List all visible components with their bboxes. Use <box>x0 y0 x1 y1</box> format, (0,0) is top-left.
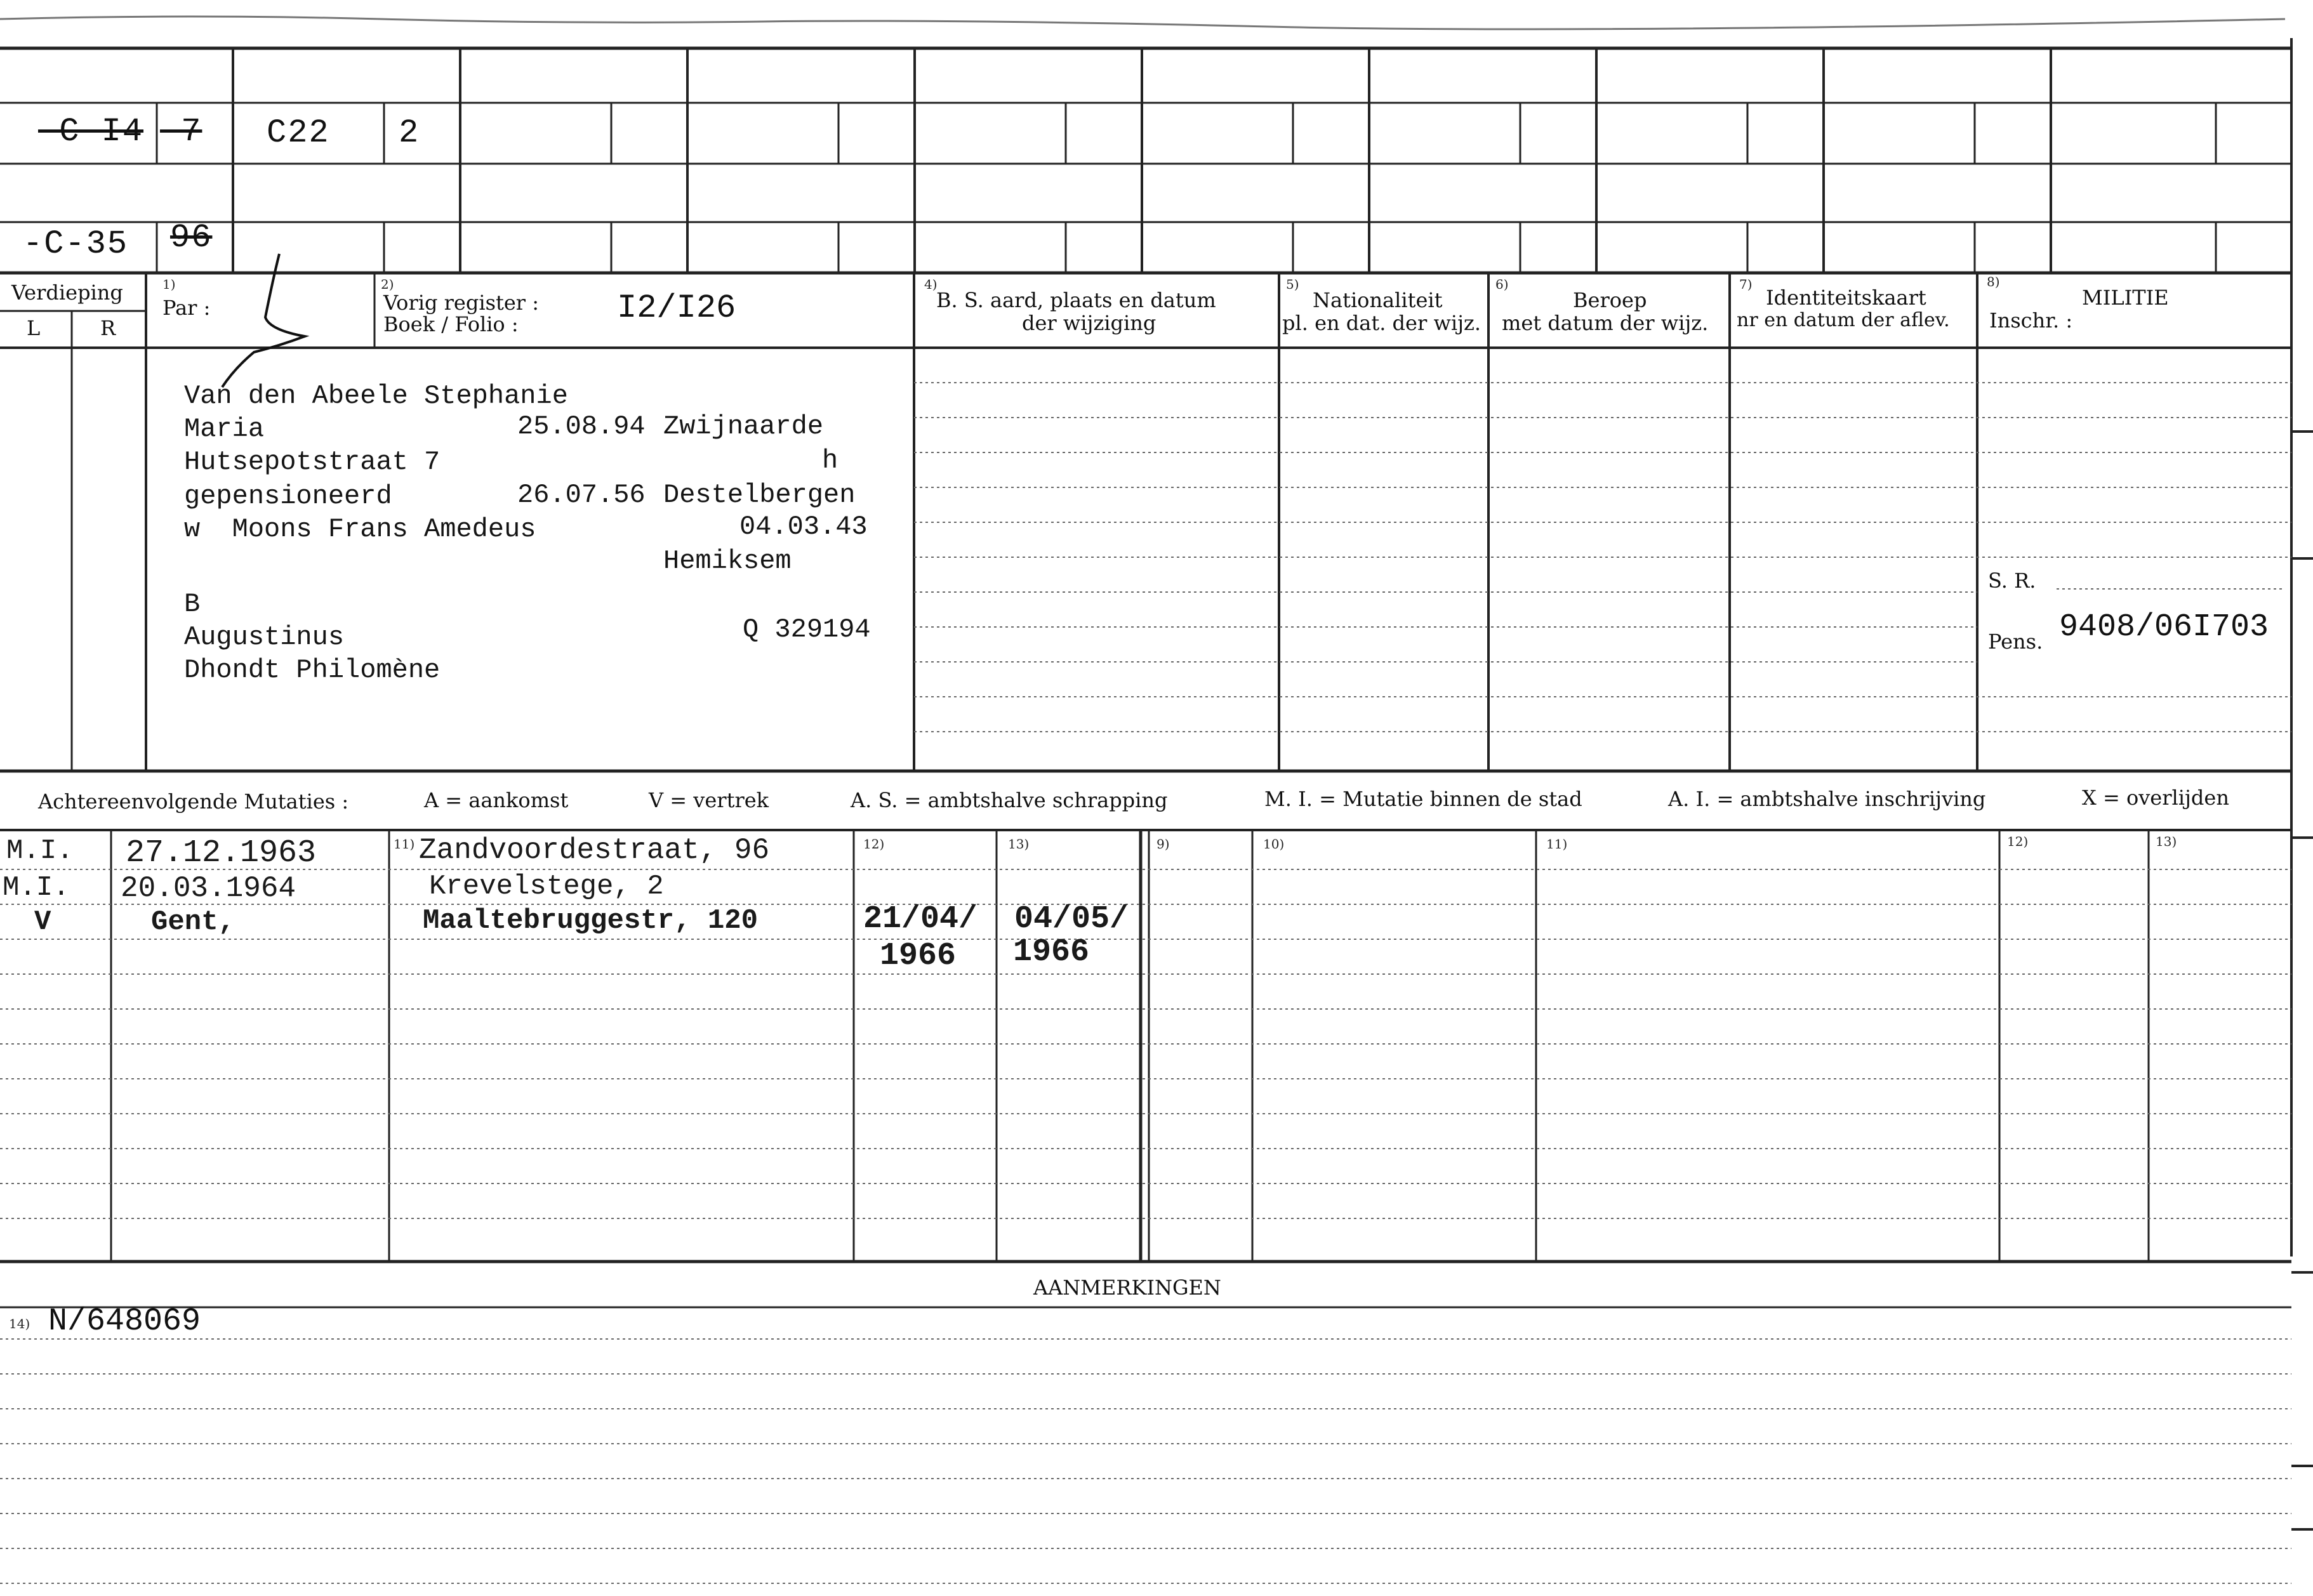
mut3-type: V <box>34 906 51 938</box>
legend-title: Achtereenvolgende Mutaties : <box>38 789 349 814</box>
nat-heading-2: pl. en dat. der wijz. <box>1282 311 1481 335</box>
vorig-number: 2) <box>381 277 394 292</box>
person-spouse: w Moons Frans Amedeus <box>184 514 536 544</box>
top-grid-r1c4: 2 <box>399 114 420 152</box>
top-grid-r1c3: C22 <box>267 114 330 152</box>
mut-col-13: 13) <box>1008 836 1030 852</box>
mut-col-9: 9) <box>1156 836 1170 852</box>
mut4-date12: 1966 <box>880 938 957 974</box>
boek-folio-label: Boek / Folio : <box>383 312 519 336</box>
mut-col-13b: 13) <box>2156 834 2177 849</box>
person-street: Hutsepotstraat 7 <box>184 447 441 477</box>
remarks-title: AANMERKINGEN <box>1033 1276 1221 1300</box>
verdieping-r-label: R <box>100 316 116 340</box>
person-spouse-place: Hemiksem <box>663 546 792 576</box>
mut3-date13: 04/05/ <box>1014 901 1129 937</box>
pens-label: Pens. <box>1988 630 2043 654</box>
mut4-date13: 1966 <box>1013 934 1090 970</box>
mut3-date: Gent, <box>151 906 235 938</box>
mut2-type: M.I. <box>3 872 70 904</box>
beroep-heading-2: met datum der wijz. <box>1502 311 1709 335</box>
person-line8-left: Augustinus <box>184 622 345 652</box>
remarks-number: 14) <box>9 1316 30 1331</box>
remarks-value: N/648069 <box>48 1303 201 1340</box>
top-grid-r1c1: -C-I4 <box>38 113 144 150</box>
verdieping-l-label: L <box>27 316 41 340</box>
mut-col-12b: 12) <box>2007 834 2029 849</box>
person-line4-date: 26.07.56 <box>517 480 646 510</box>
person-line7: B <box>184 589 201 619</box>
mut2-address: Krevelstege, 2 <box>429 871 664 902</box>
id-heading-1: Identiteitskaart <box>1766 286 1926 310</box>
person-birth-date: 25.08.94 <box>517 411 646 442</box>
verdieping-label: Verdieping <box>11 280 123 305</box>
legend-a: A = aankomst <box>424 788 569 812</box>
person-spouse-date: 04.03.43 <box>739 511 868 542</box>
mut-col-11: 11) <box>394 836 415 852</box>
person-line9: Dhondt Philomène <box>184 655 441 685</box>
beroep-number: 6) <box>1495 277 1509 292</box>
mut-col-10: 10) <box>1263 836 1285 852</box>
person-line3-right: h <box>822 445 838 476</box>
mut1-type: M.I. <box>6 835 74 867</box>
mut-col-12: 12) <box>863 836 885 852</box>
militie-number: 8) <box>1987 274 2000 289</box>
mut3-address: Maaltebruggestr, 120 <box>423 905 759 937</box>
mut2-date: 20.03.1964 <box>121 872 296 905</box>
mut3-date12: 21/04/ <box>863 901 978 937</box>
par-number: 1) <box>162 277 176 292</box>
inschr-label: Inschr. : <box>1989 308 2073 333</box>
nat-number: 5) <box>1286 277 1299 292</box>
legend-as: A. S. = ambtshalve schrapping <box>851 788 1168 812</box>
person-birth-place: Zwijnaarde <box>663 411 824 442</box>
id-number: 7) <box>1739 277 1753 292</box>
top-grid-r2c1: -C-35 <box>23 225 129 263</box>
person-occupation: gepensioneerd <box>184 481 392 511</box>
top-grid-r2c2: 96 <box>170 219 213 256</box>
mut-col-11b: 11) <box>1546 836 1568 852</box>
person-line2-left: Maria <box>184 414 265 444</box>
nat-heading-1: Nationaliteit <box>1313 288 1443 312</box>
militie-heading: MILITIE <box>2082 286 2169 310</box>
legend-ai: A. I. = ambtshalve inschrijving <box>1668 787 1986 811</box>
sr-label: S. R. <box>1988 569 2036 593</box>
bs-heading-1: B. S. aard, plaats en datum <box>936 288 1216 312</box>
vorig-register-label: Vorig register : <box>383 291 540 315</box>
bs-number: 4) <box>924 277 938 292</box>
mut1-date: 27.12.1963 <box>126 835 317 871</box>
legend-mi: M. I. = Mutatie binnen de stad <box>1264 787 1582 811</box>
register-value: I2/I26 <box>617 289 736 327</box>
mut1-address: Zandvoordestraat, 96 <box>419 834 770 867</box>
par-label: Par : <box>162 296 211 320</box>
id-heading-2: nr en datum der aflev. <box>1737 309 1950 331</box>
beroep-heading-1: Beroep <box>1573 288 1647 312</box>
pens-value: 9408/06I703 <box>2059 609 2269 645</box>
scan-edge-noise <box>0 16 2285 29</box>
person-name-line1: Van den Abeele Stephanie <box>184 381 568 411</box>
legend-x: X = overlijden <box>2082 786 2229 810</box>
person-line4-place: Destelbergen <box>663 480 856 510</box>
top-grid-r1c2: -7 <box>160 113 202 150</box>
legend-v: V = vertrek <box>649 788 769 812</box>
bs-heading-2: der wijziging <box>1022 311 1156 335</box>
person-line8-right: Q 329194 <box>743 614 871 645</box>
